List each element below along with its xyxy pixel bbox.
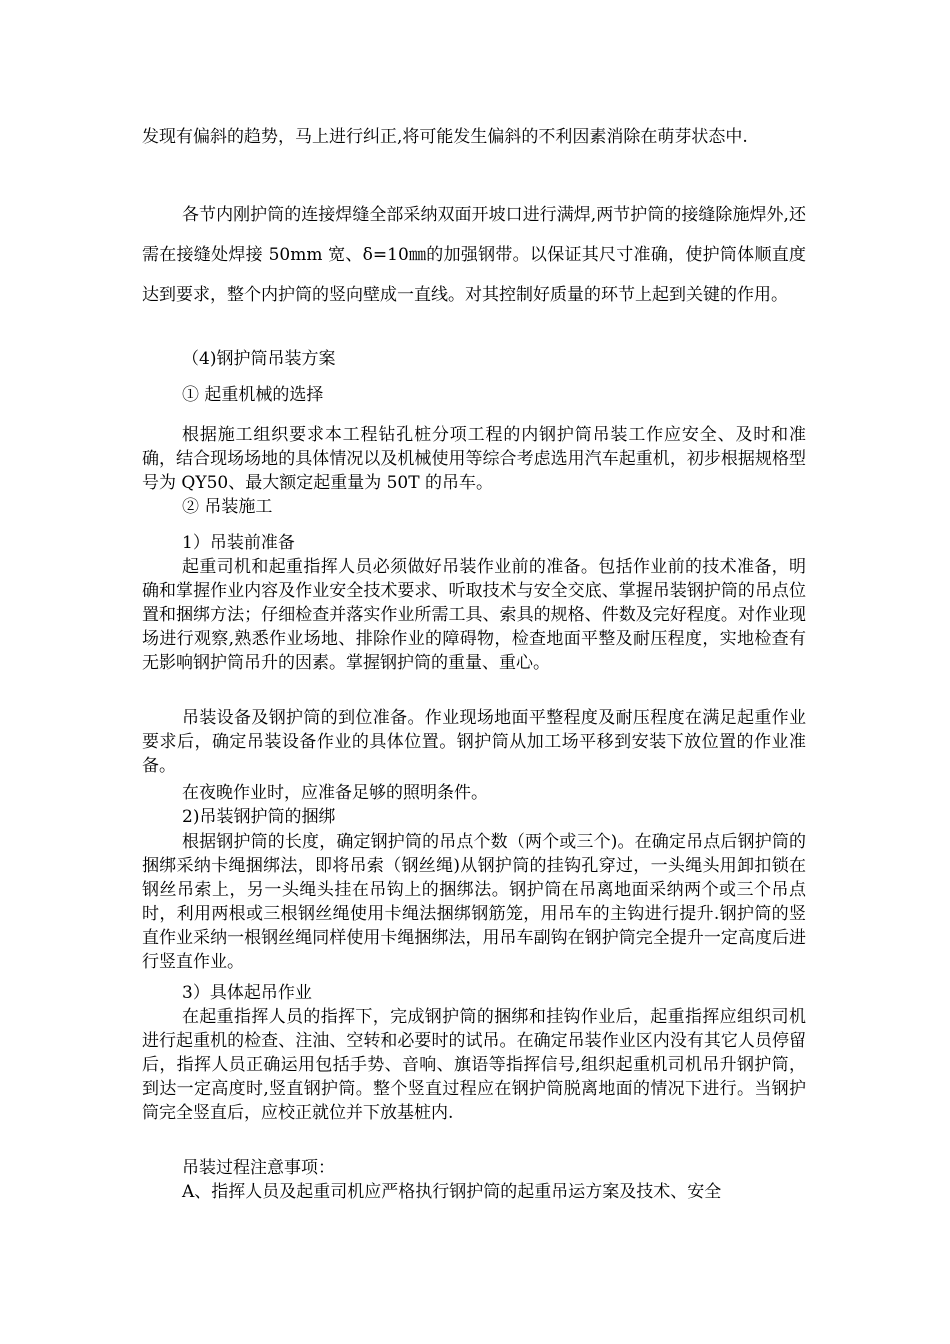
paragraph-night-lighting: 在夜晚作业时，应准备足够的照明条件。: [182, 783, 488, 803]
paragraph-binding-method: 根据钢护筒的长度，确定钢护筒的吊点个数（两个或三个)。在确定吊点后钢护筒的捆绑采纳卡绳捆绑法，即将吊索（钢丝绳)从钢护筒的挂钩孔穿过，一头绳头用卸扣锁在钢丝吊索上，另一头绳头挂在吊钩上的捆绑法。钢护筒在吊离地面采纳两个或三个吊点时，利用两根或三根钢丝绳使用卡绳法捆绑钢筋笼，用吊车的主钩进行提升.钢护筒的竖直作业采纳一根钢丝绳同样使用卡绳捆绑法，用吊车副钩在钢护筒完全提升一定高度后进行竖直作业。: [142, 832, 806, 972]
heading-hoisting-precautions: 吊装过程注意事项：: [182, 1158, 335, 1178]
heading-casing-binding: 2)吊装钢护筒的捆绑: [182, 807, 336, 827]
heading-pre-hoisting-preparation: 1）吊装前准备: [182, 533, 295, 553]
paragraph-crane-selection: 根据施工组织要求本工程钻孔桩分项工程的内钢护筒吊装工作应安全、及时和准确，结合现场场地的具体情况以及机械使用等综合考虑选用汽车起重机，初步根据规格型号为 QY50、最大额定起重量为 50T 的吊车。: [142, 425, 806, 493]
paragraph-deviation-correction: 发现有偏斜的趋势，马上进行纠正,将可能发生偏斜的不利因素消除在萌芽状态中.: [142, 127, 748, 147]
heading-hoisting-construction: ② 吊装施工: [182, 497, 273, 517]
heading-hoisting-plan: （4)钢护筒吊装方案: [182, 349, 336, 369]
paragraph-equipment-preparation: 吊装设备及钢护筒的到位准备。作业现场地面平整程度及耐压程度在满足起重作业要求后，确定吊装设备作业的具体位置。钢护筒从加工场平移到安装下放位置的作业准备。: [142, 708, 806, 776]
paragraph-lifting-operation: 在起重指挥人员的指挥下，完成钢护筒的捆绑和挂钩作业后，起重指挥应组织司机进行起重机的检查、注油、空转和必要时的试吊。在确定吊装作业区内没有其它人员停留后，指挥人员正确运用包括手势、音响、旗语等指挥信号,组织起重机司机吊升钢护筒，到达一定高度时,竖直钢护筒。整个竖直过程应在钢护筒脱离地面的情况下进行。当钢护筒完全竖直后，应校正就位并下放基桩内.: [142, 1007, 806, 1123]
heading-lifting-operation: 3）具体起吊作业: [182, 983, 312, 1003]
paragraph-weld-requirements: 各节内刚护筒的连接焊缝全部采纳双面开坡口进行满焊,两节护筒的接缝除施焊外,还需在接缝处焊接 50mm 宽、δ=10㎜的加强钢带。以保证其尺寸准确，使护筒体顺直度达到要求，整个内护筒的竖向壁成一直线。对其控制好质量的环节上起到关键的作用。: [142, 205, 806, 305]
heading-crane-selection: ① 起重机械的选择: [182, 385, 324, 405]
paragraph-precaution-a: A、指挥人员及起重司机应严格执行钢护筒的起重吊运方案及技术、安全: [182, 1182, 722, 1202]
paragraph-crew-preparation: 起重司机和起重指挥人员必须做好吊装作业前的准备。包括作业前的技术准备，明确和掌握作业内容及作业安全技术要求、听取技术与安全交底、掌握吊装钢护筒的吊点位置和捆绑方法；仔细检查并落实作业所需工具、索具的规格、件数及完好程度。对作业现场进行观察,熟悉作业场地、排除作业的障碍物，检查地面平整及耐压程度，实地检查有无影响钢护筒吊升的因素。掌握钢护筒的重量、重心。: [142, 557, 806, 673]
